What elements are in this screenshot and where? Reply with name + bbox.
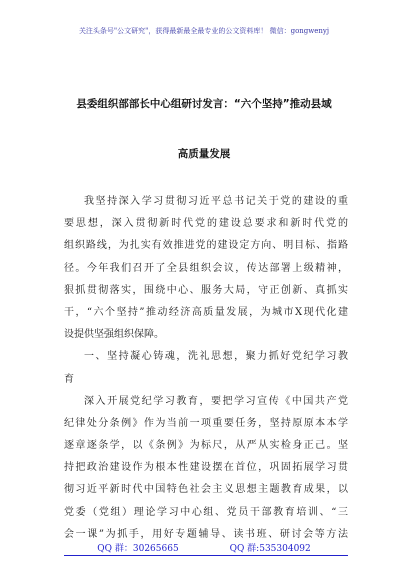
- document-title-line-2: 高质量发展: [177, 148, 231, 160]
- document-body: [64, 191, 348, 546]
- body-line: 狠抓贯彻落实，围绕中心、服务大局，守正创新、真抓实: [64, 284, 348, 296]
- body-line: 径。今年我们召开了全县组织会议，传达部署上级精神，: [64, 262, 348, 274]
- body-line: 党委（党组）理论学习中心组、党员干部教育培训、“三: [64, 506, 348, 518]
- body-line: 组织路线，为扎实有效推进党的建设定方向、明目标、指路: [64, 240, 348, 252]
- body-line: 我坚持深入学习贯彻习近平总书记关于党的建设的重: [84, 196, 348, 207]
- footer-qq-groups: [0, 541, 408, 554]
- body-line: 要思想，深入贯彻新时代党的建设总要求和新时代党的: [64, 218, 348, 230]
- body-line: 干，“六个坚持”推动经济高质量发展，为城市X现代化建: [64, 306, 348, 318]
- body-line: 逐章逐条学，以《条例》为标尺，从严从实检身正己。坚: [64, 440, 348, 452]
- body-line: 持把政治建设作为根本性建设摆在首位，巩固拓展学习贯: [64, 462, 348, 474]
- footer-qq-group-2: QQ 群:535304092: [229, 544, 311, 554]
- section-heading-cont: 育: [64, 373, 74, 385]
- body-line: 彻习近平新时代中国特色社会主义思想主题教育成果，以: [64, 484, 348, 496]
- body-line: 会一课”为抓手，用好专题辅导、读书班、研讨会等方法: [64, 528, 348, 540]
- body-line: 深入开展党纪学习教育，要把学习宣传《中国共产党: [84, 395, 348, 407]
- document-title-line-1: 县委组织部部长中心组研讨发言：“六个坚持”推动县域: [76, 98, 332, 110]
- body-line: 纪律处分条例》作为当前一项重要任务，坚持原原本本学: [64, 417, 348, 429]
- promo-header: 关注头条号"公文研究"，获得最新最全最专业的公文资料库！ 微信：gongwenyj: [78, 27, 330, 35]
- body-line: 设提供坚强组织保障。: [64, 329, 164, 341]
- section-heading: 一、坚持凝心铸魂，洗礼思想，聚力抓好党纪学习教: [84, 351, 348, 363]
- footer-qq-group-1: QQ 群：30265665: [97, 544, 179, 554]
- footer-underline: [64, 555, 348, 556]
